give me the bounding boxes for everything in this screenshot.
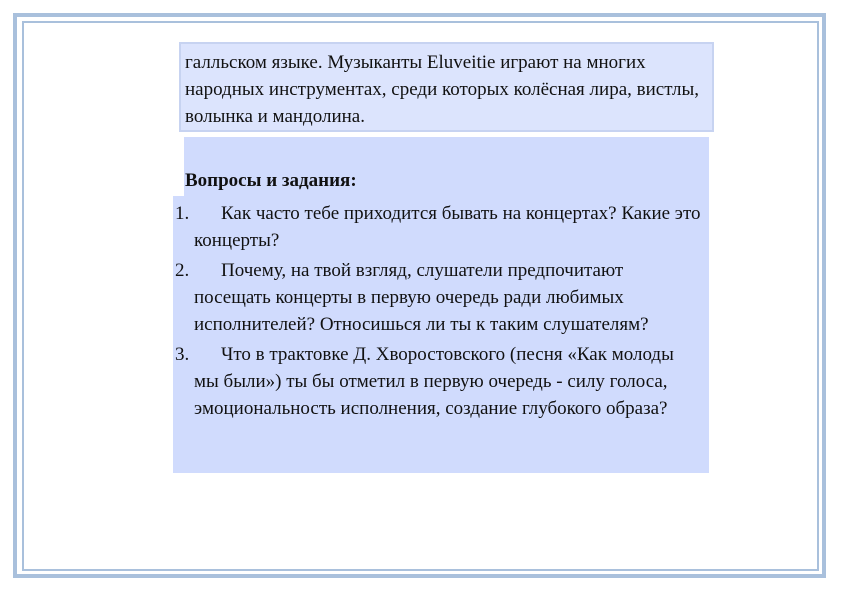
question-number: 3. xyxy=(175,344,190,365)
question-number: 2. xyxy=(175,260,190,281)
question-item-1 xyxy=(173,200,703,254)
question-text: Что в трактовке Д. Хворостовского (песня «Как молоды мы были») ты бы отметил в первую очередь - силу голоса, эмоциональность исполнения, создание глубокого образа? xyxy=(194,344,674,419)
questions-heading: Вопросы и задания: xyxy=(185,170,357,191)
question-item-3 xyxy=(173,341,703,422)
question-number: 1. xyxy=(175,203,190,224)
intro-text-box xyxy=(179,42,714,132)
intro-text: галльском языке. Музыканты Eluveitie играют на многих народных инструментах, среди которых колёсная лира, вистлы, волынка и мандолина. xyxy=(185,52,700,127)
question-item-2 xyxy=(173,257,703,338)
question-text: Почему, на твой взгляд, слушатели предпочитают посещать концерты в первую очередь ради любимых исполнителей? Относишься ли ты к таким слушателям? xyxy=(194,260,649,335)
question-text: Как часто тебе приходится бывать на концертах? Какие это концерты? xyxy=(194,203,701,251)
questions-list xyxy=(173,200,703,425)
